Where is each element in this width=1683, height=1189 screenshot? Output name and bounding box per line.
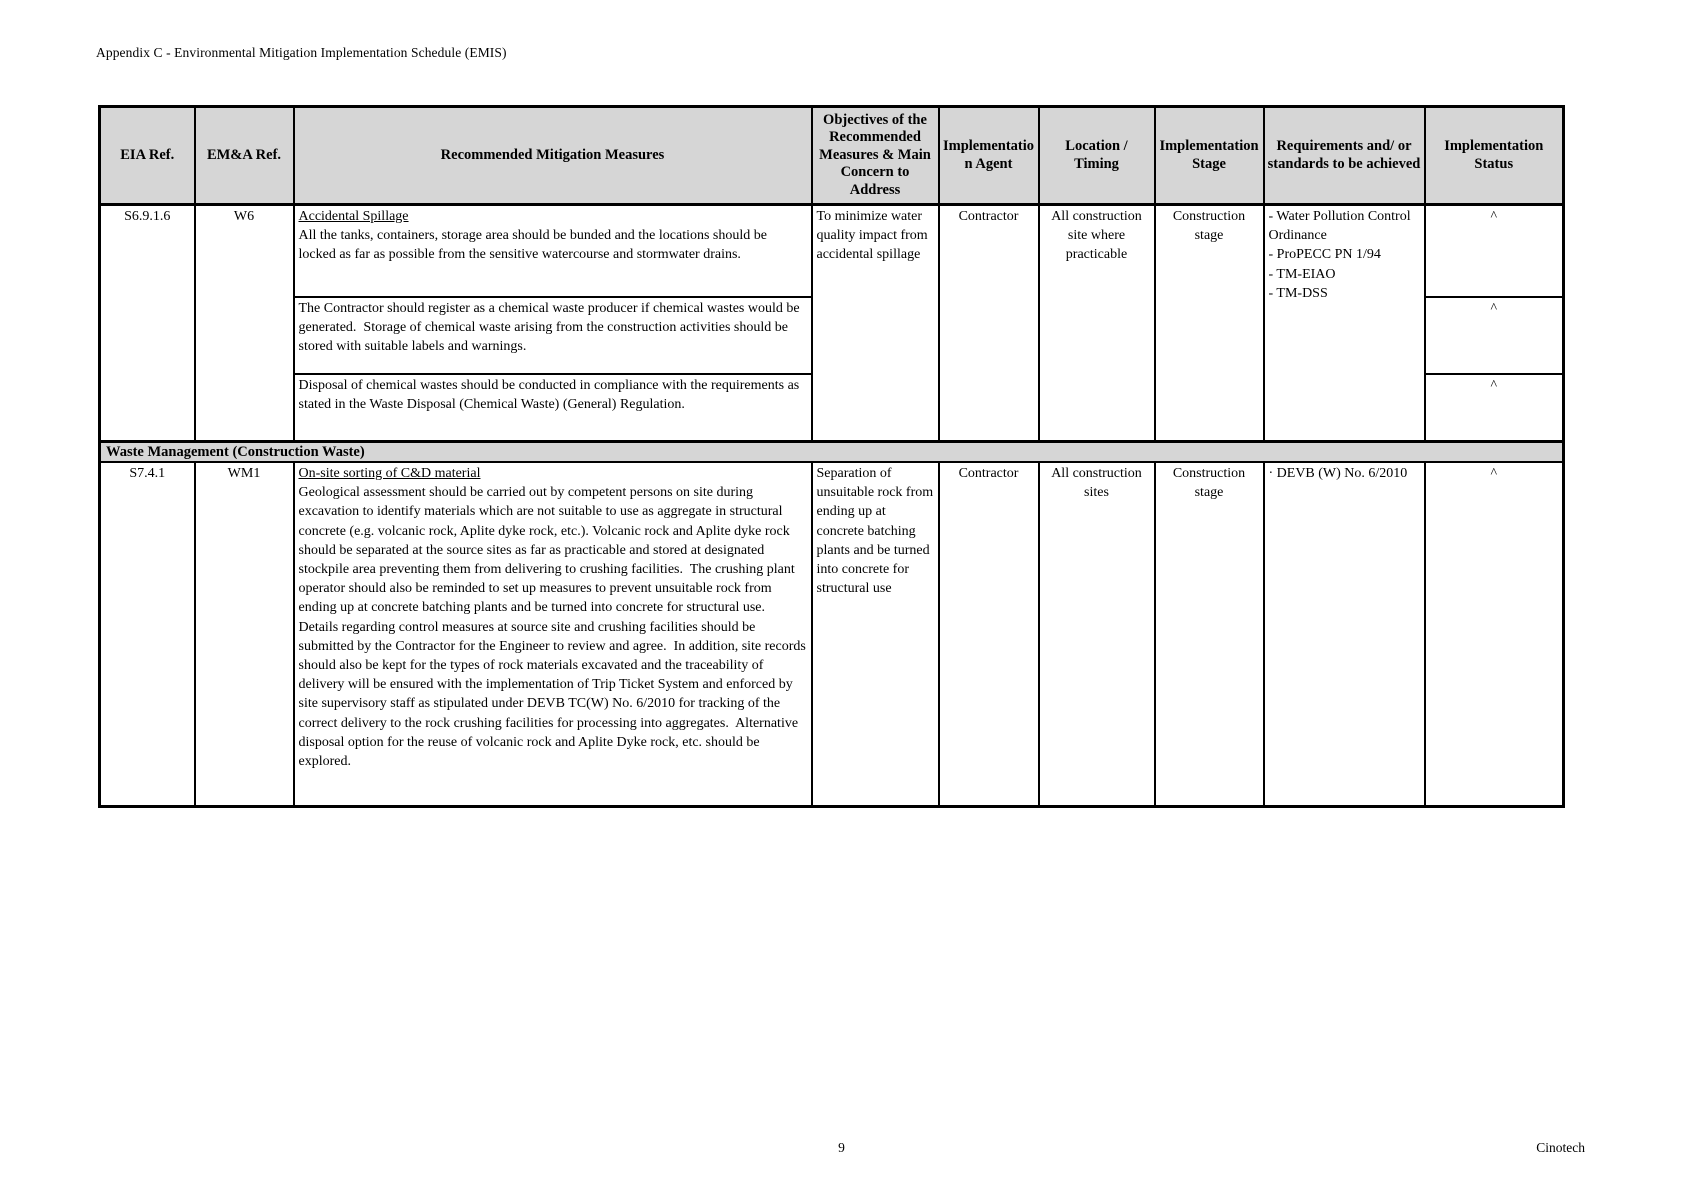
col-header-implementation-agent: Implementation Agent xyxy=(939,107,1039,205)
cell-implementation-stage: Construction stage xyxy=(1155,205,1264,442)
requirement-line: - TM-EIAO xyxy=(1268,266,1336,282)
emis-table xyxy=(98,105,1565,808)
measure-text: All the tanks, containers, storage area should be bunded and the locations should be locked as far as possible from the sensitive watercourse and stormwater drains. xyxy=(298,228,771,263)
footer-brand: Cinotech xyxy=(1536,1140,1585,1155)
cell-requirements xyxy=(1264,462,1425,806)
cell-ema-ref: WM1 xyxy=(195,462,294,806)
page-number: 9 xyxy=(838,1140,845,1155)
requirement-line: - Water Pollution Control Ordinance xyxy=(1268,209,1411,244)
col-header-ema-ref: EM&A Ref. xyxy=(195,107,294,205)
table-row-w6-sub1 xyxy=(100,205,1564,297)
cell-implementation-status xyxy=(1425,205,1564,297)
table-row-wm1 xyxy=(100,462,1564,806)
cell-objectives: Separation of unsuitable rock from ending up at concrete batching plants and be turned into concrete for structural use xyxy=(812,462,939,806)
col-header-implementation-stage: Implementation Stage xyxy=(1155,107,1264,205)
section-header-row xyxy=(100,442,1564,463)
cell-measures-part1 xyxy=(294,205,812,297)
cell-ema-ref: W6 xyxy=(195,205,294,442)
table-header-row xyxy=(100,107,1564,205)
cell-implementation-status xyxy=(1425,462,1564,806)
col-header-mitigation-measures: Recommended Mitigation Measures xyxy=(294,107,812,205)
cell-implementation-stage: Construction stage xyxy=(1155,462,1264,806)
measure-heading: On-site sorting of C&D material xyxy=(298,466,481,481)
measure-text: Geological assessment should be carried out by competent persons on site during excavation to identify materials which are not suitable to use as aggregate in structural concrete (e.g. volcanic rock, Aplite dyke rock, etc.). Volcanic rock and Aplite dyke rock should be separated at the source sites as far as practicable and stored at designated stockpile area preventing them from delivering to crushing facilities. The crushing plant operator should also be reminded to set up measures to prevent unsuitable rock from ending up at concrete batching plants and be turned into concrete for structural use. Details regarding control measures at source site and crushing facilities should be submitted by the Contractor for the Engineer to review and agree. In addition, site records should also be kept for the types of rock materials excavated and the traceability of delivery will be ensured with the implementation of Trip Ticket System and enforced by site supervisory staff as stipulated under DEVB TC(W) No. 6/2010 for tracking of the correct delivery to the rock crushing facilities for processing into aggregates. Alternative disposal option for the reuse of volcanic rock and Aplite Dyke rock, etc. should be explored. xyxy=(298,485,810,770)
cell-eia-ref: S6.9.1.6 xyxy=(100,205,195,442)
page-footer xyxy=(98,1140,1585,1160)
requirement-line: - ProPECC PN 1/94 xyxy=(1268,247,1381,263)
status-caret: ^ xyxy=(1490,300,1498,316)
cell-measures-part2 xyxy=(294,297,812,374)
cell-implementation-status xyxy=(1425,297,1564,374)
section-header: Waste Management (Construction Waste) xyxy=(100,442,1564,463)
cell-implementation-status xyxy=(1425,374,1564,442)
status-caret: ^ xyxy=(1490,466,1498,481)
cell-objectives: To minimize water quality impact from accidental spillage xyxy=(812,205,939,442)
requirement-line: - TM-DSS xyxy=(1268,285,1328,301)
col-header-location-timing: Location / Timing xyxy=(1039,107,1155,205)
cell-implementation-agent: Contractor xyxy=(939,205,1039,442)
status-caret: ^ xyxy=(1490,377,1498,393)
col-header-objectives: Objectives of the Recommended Measures & Main Concern to Address xyxy=(812,107,939,205)
cell-eia-ref: S7.4.1 xyxy=(100,462,195,806)
measure-text: Disposal of chemical wastes should be conducted in compliance with the requirements as stated in the Waste Disposal (Chemical Waste) (General) Regulation. xyxy=(298,377,803,412)
col-header-implementation-status: Implementation Status xyxy=(1425,107,1564,205)
col-header-eia-ref: EIA Ref. xyxy=(100,107,195,205)
status-caret: ^ xyxy=(1490,209,1498,224)
cell-location-timing: All construction sites xyxy=(1039,462,1155,806)
appendix-title: Appendix C - Environmental Mitigation Implementation Schedule (EMIS) xyxy=(96,45,507,60)
cell-measures xyxy=(294,462,812,806)
col-header-requirements: Requirements and/ or standards to be achieved xyxy=(1264,107,1425,205)
measure-text: The Contractor should register as a chemical waste producer if chemical wastes would be generated. Storage of chemical waste arising from the construction activities should be stored with suitable labels and warnings. xyxy=(298,300,804,354)
cell-measures-part3 xyxy=(294,374,812,442)
cell-location-timing: All construction site where practicable xyxy=(1039,205,1155,442)
requirement-line: · DEVB (W) No. 6/2010 xyxy=(1268,466,1408,481)
cell-implementation-agent: Contractor xyxy=(939,462,1039,806)
cell-requirements xyxy=(1264,205,1425,442)
measure-heading: Accidental Spillage xyxy=(298,209,409,224)
